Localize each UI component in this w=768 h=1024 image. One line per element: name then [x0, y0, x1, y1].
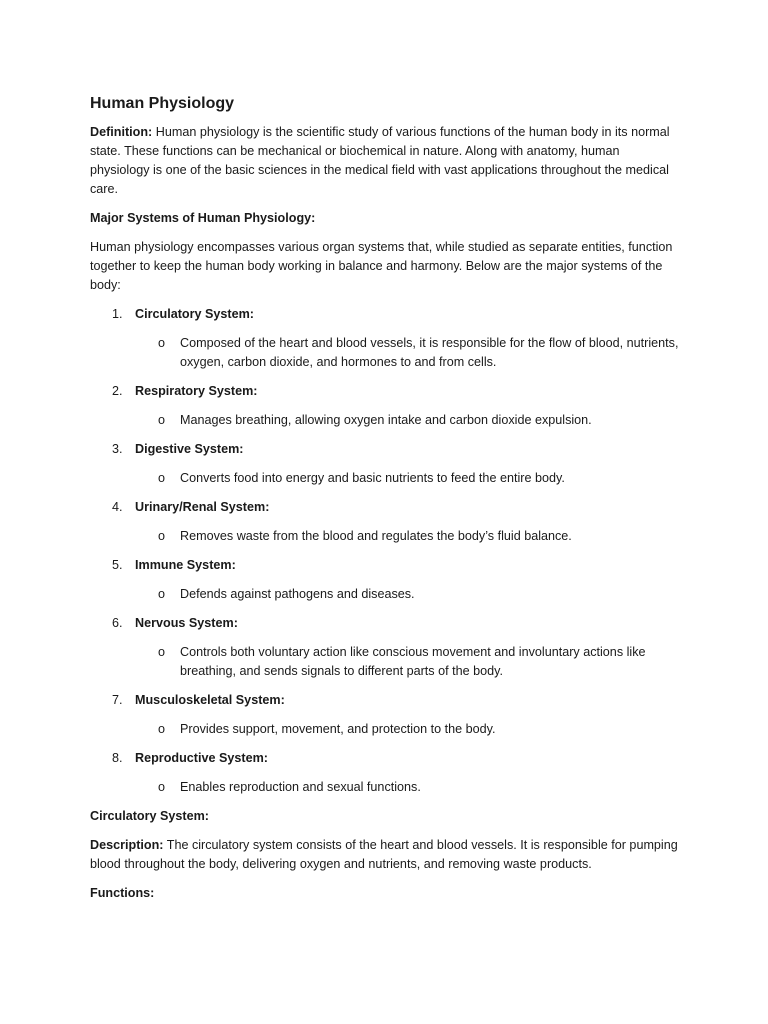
description-paragraph: [90, 836, 680, 874]
system-detail-text: Enables reproduction and sexual functions.: [180, 780, 421, 794]
list-number: 5.: [112, 558, 123, 572]
system-heading: [90, 305, 680, 324]
system-detail: [90, 411, 680, 430]
system-name: Digestive System:: [135, 442, 244, 456]
bullet-marker: o: [158, 529, 166, 543]
list-number: 2.: [112, 384, 123, 398]
description-label: Description:: [90, 838, 164, 852]
system-detail: [90, 720, 680, 739]
bullet-marker: o: [158, 471, 166, 485]
system-heading: [90, 614, 680, 633]
description-text: The circulatory system consists of the heart and blood vessels. It is responsible for pumping blood throughout the body, delivering oxygen and nutrients, and removing waste products.: [90, 838, 678, 871]
system-detail-text: Composed of the heart and blood vessels, it is responsible for the flow of blood, nutrients, oxygen, carbon dioxide, and hormones to and from cells.: [180, 336, 679, 369]
system-detail-text: Converts food into energy and basic nutrients to feed the entire body.: [180, 471, 565, 485]
bullet-marker: o: [158, 336, 166, 350]
definition-paragraph: [90, 123, 680, 199]
page-title: Human Physiology: [90, 95, 235, 112]
list-number: 8.: [112, 751, 123, 765]
system-detail: [90, 527, 680, 546]
system-detail: [90, 778, 680, 797]
system-list-item: [90, 614, 680, 681]
intro-paragraph: Human physiology encompasses various organ systems that, while studied as separate entities, function together to keep the human body working in balance and harmony. Below are the major systems of the body:: [90, 240, 673, 292]
functions-heading: Functions:: [90, 886, 155, 900]
system-heading: [90, 440, 680, 459]
bullet-marker: o: [158, 722, 166, 736]
system-list-item: [90, 440, 680, 488]
systems-list: [90, 305, 680, 797]
system-detail-text: Provides support, movement, and protection to the body.: [180, 722, 496, 736]
system-name: Immune System:: [135, 558, 236, 572]
system-detail: [90, 469, 680, 488]
system-name: Nervous System:: [135, 616, 238, 630]
list-number: 1.: [112, 307, 123, 321]
system-list-item: [90, 691, 680, 739]
list-number: 6.: [112, 616, 123, 630]
bullet-marker: o: [158, 645, 166, 659]
system-heading: [90, 382, 680, 401]
bullet-marker: o: [158, 413, 166, 427]
bullet-marker: o: [158, 780, 166, 794]
definition-label: Definition:: [90, 125, 153, 139]
system-detail-text: Defends against pathogens and diseases.: [180, 587, 415, 601]
system-detail-text: Controls both voluntary action like conscious movement and involuntary actions like breathing, and sends signals to different parts of the body.: [180, 645, 646, 678]
list-number: 4.: [112, 500, 123, 514]
system-name: Circulatory System:: [135, 307, 254, 321]
system-heading: [90, 556, 680, 575]
system-detail-text: Manages breathing, allowing oxygen intake and carbon dioxide expulsion.: [180, 413, 592, 427]
system-name: Musculoskeletal System:: [135, 693, 285, 707]
system-detail: [90, 585, 680, 604]
system-list-item: [90, 556, 680, 604]
list-number: 7.: [112, 693, 123, 707]
system-detail: [90, 334, 680, 372]
system-heading: [90, 691, 680, 710]
system-list-item: [90, 498, 680, 546]
system-list-item: [90, 382, 680, 430]
system-detail: [90, 643, 680, 681]
system-list-item: [90, 749, 680, 797]
system-name: Reproductive System:: [135, 751, 268, 765]
system-name: Urinary/Renal System:: [135, 500, 270, 514]
system-list-item: [90, 305, 680, 372]
system-heading: [90, 498, 680, 517]
definition-text: Human physiology is the scientific study of various functions of the human body in its normal state. These functions can be mechanical or biochemical in nature. Along with anatomy, human physiology is one of the basic sciences in the medical field with vast applications throughout the medical care.: [90, 125, 670, 196]
list-number: 3.: [112, 442, 123, 456]
circulatory-heading: Circulatory System:: [90, 809, 209, 823]
system-detail-text: Removes waste from the blood and regulates the body’s fluid balance.: [180, 529, 572, 543]
system-name: Respiratory System:: [135, 384, 258, 398]
system-heading: [90, 749, 680, 768]
major-systems-heading: Major Systems of Human Physiology:: [90, 211, 316, 225]
bullet-marker: o: [158, 587, 166, 601]
document-page: [90, 92, 680, 913]
